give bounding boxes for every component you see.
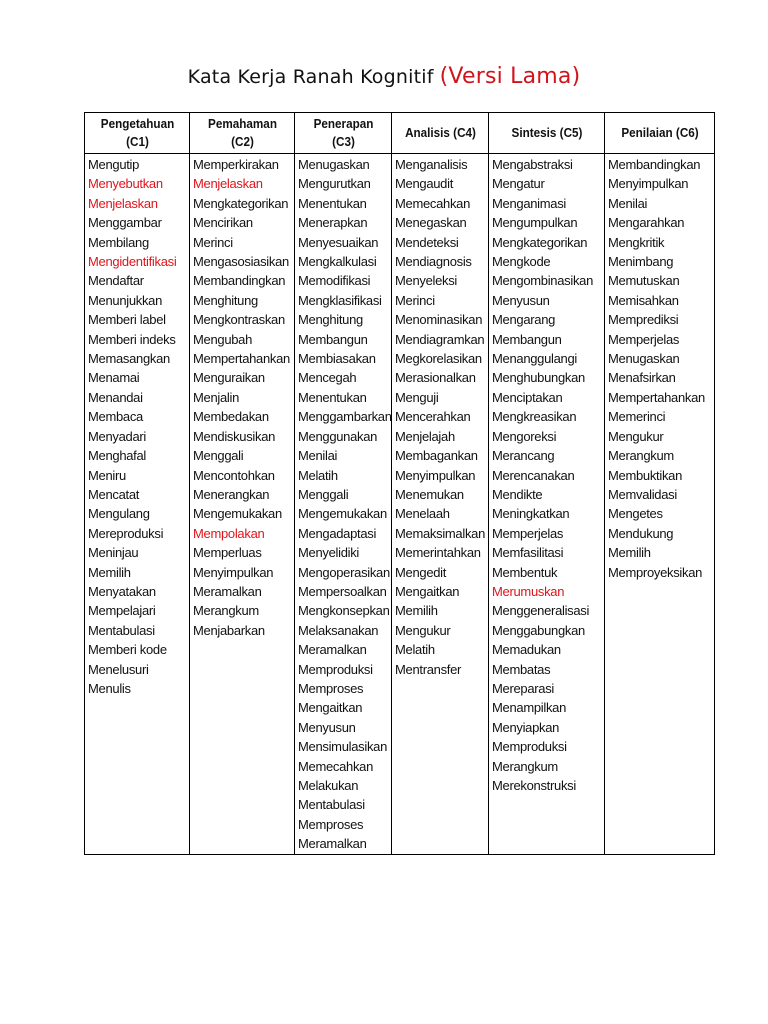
verb-item: Mengubah bbox=[193, 331, 253, 347]
column-header-line: (C3) bbox=[331, 134, 355, 149]
verb-item: Mempertahankan bbox=[608, 389, 705, 405]
verb-item: Mencegah bbox=[298, 370, 357, 386]
verb-item: Mendiskusikan bbox=[193, 428, 276, 444]
verb-item: Menyebutkan bbox=[88, 176, 163, 192]
column-header-line: Pengetahuan bbox=[100, 116, 174, 131]
verb-item: Membiasakan bbox=[298, 351, 376, 367]
verb-item: Membangun bbox=[298, 331, 368, 347]
column-header-line: Penerapan bbox=[313, 116, 373, 131]
verb-item: Memperluas bbox=[193, 545, 262, 561]
verb-item: Menghafal bbox=[88, 448, 147, 464]
verb-item: Membaca bbox=[88, 409, 143, 425]
column-cell bbox=[190, 154, 295, 855]
verb-item: Memilih bbox=[88, 564, 131, 580]
verb-item: Menggeneralisasi bbox=[492, 603, 590, 619]
verb-item: Memodifikasi bbox=[298, 273, 371, 289]
verb-item: Mereproduksi bbox=[88, 525, 164, 541]
verb-item: Mengkalkulasi bbox=[298, 254, 377, 270]
verb-item: Melatih bbox=[298, 467, 338, 483]
verb-item: Mengoperasikan bbox=[298, 564, 390, 580]
verb-item: Memproduksi bbox=[492, 739, 567, 755]
verb-item: Menerapkan bbox=[298, 215, 368, 231]
verb-item: Mengadaptasi bbox=[298, 525, 377, 541]
verb-item: Mengukur bbox=[608, 428, 664, 444]
column-header-line: Penilaian (C6) bbox=[620, 125, 699, 140]
verb-item: Mengkategorikan bbox=[193, 195, 289, 211]
verb-item: Meramalkan bbox=[298, 836, 367, 852]
verb-item: Menyusun bbox=[492, 292, 550, 308]
verb-item: Mendukung bbox=[608, 525, 674, 541]
verb-list bbox=[295, 155, 391, 854]
verb-item: Menominasikan bbox=[395, 312, 483, 328]
verb-item: Merancang bbox=[492, 448, 555, 464]
verb-item: Membagankan bbox=[395, 448, 478, 464]
verb-item: Mengkonsepkan bbox=[298, 603, 390, 619]
column-header bbox=[90, 113, 185, 154]
verb-item: Mempersoalkan bbox=[298, 583, 387, 599]
verb-item: Mengurutkan bbox=[298, 176, 371, 192]
verb-item: Mentabulasi bbox=[298, 797, 365, 813]
verb-item: Mengemukakan bbox=[298, 506, 387, 522]
verb-item: Meniru bbox=[88, 467, 126, 483]
verb-item: Memasangkan bbox=[88, 351, 170, 367]
verb-item: Menanggulangi bbox=[492, 351, 578, 367]
verb-item: Meramalkan bbox=[193, 583, 262, 599]
verb-item: Menghitung bbox=[298, 312, 363, 328]
column-cell bbox=[605, 154, 715, 855]
verb-item: Menyatakan bbox=[88, 583, 156, 599]
verb-item: Menjabarkan bbox=[193, 622, 265, 638]
verb-item: Mendiagnosis bbox=[395, 254, 472, 270]
header-row bbox=[85, 113, 715, 154]
column-header-line: Sintesis (C5) bbox=[511, 125, 582, 140]
verb-item: Memprediksi bbox=[608, 312, 679, 328]
verb-item: Memilih bbox=[395, 603, 438, 619]
verb-item: Memproses bbox=[298, 680, 364, 696]
verb-item: Mengidentifikasi bbox=[88, 254, 177, 270]
verb-list bbox=[489, 155, 604, 795]
verb-item: Mengoreksi bbox=[492, 428, 557, 444]
verb-item: Menghitung bbox=[193, 292, 258, 308]
verb-item: Melaksanakan bbox=[298, 622, 379, 638]
verb-item: Memperkirakan bbox=[193, 157, 279, 172]
verb-item: Mencatat bbox=[88, 486, 140, 502]
column-header bbox=[610, 113, 709, 154]
verb-item: Memberi kode bbox=[88, 642, 167, 658]
verb-item: Memberi label bbox=[88, 312, 166, 328]
verb-item: Menimbang bbox=[608, 254, 674, 270]
verb-item: Memecahkan bbox=[395, 195, 471, 211]
verb-item: Mengedit bbox=[395, 564, 447, 580]
verb-item: Menyeleksi bbox=[395, 273, 458, 289]
verb-item: Membandingkan bbox=[193, 273, 286, 289]
verb-item: Menentukan bbox=[298, 195, 367, 211]
verb-item: Memecahkan bbox=[298, 758, 374, 774]
verb-item: Menggambarkan bbox=[298, 409, 392, 425]
verb-item: Menganimasi bbox=[492, 195, 567, 211]
verb-item: Menyimpulkan bbox=[608, 176, 689, 192]
verb-item: Menemukan bbox=[395, 486, 464, 502]
verb-item: Memaksimalkan bbox=[395, 525, 486, 541]
verb-item: Memisahkan bbox=[608, 292, 679, 308]
verb-item: Mencerahkan bbox=[395, 409, 471, 425]
column-header-line: Pemahaman bbox=[207, 116, 277, 131]
verb-list bbox=[392, 155, 488, 679]
verb-item: Meramalkan bbox=[298, 642, 367, 658]
verb-item: Menilai bbox=[298, 448, 338, 464]
verb-item: Meningkatkan bbox=[492, 506, 570, 522]
verb-item: Mengkategorikan bbox=[492, 234, 588, 250]
column-cell bbox=[392, 154, 489, 855]
verb-item: Merangkum bbox=[193, 603, 259, 619]
column-header-line: (C2) bbox=[230, 134, 254, 149]
verb-item: Membatas bbox=[492, 661, 551, 677]
verb-item: Memerinci bbox=[608, 409, 666, 425]
verb-item: Memperjelas bbox=[492, 525, 564, 541]
verb-list bbox=[190, 155, 294, 640]
verb-item: Memproses bbox=[298, 816, 364, 832]
page-title bbox=[0, 64, 768, 89]
verb-item: Menelaah bbox=[395, 506, 450, 522]
verb-item: Menggali bbox=[298, 486, 349, 502]
verb-item: Menugaskan bbox=[298, 157, 370, 172]
verb-item: Menggali bbox=[193, 448, 244, 464]
verb-item: Mentabulasi bbox=[88, 622, 155, 638]
verb-item: Menegaskan bbox=[395, 215, 467, 231]
verb-item: Mengulang bbox=[88, 506, 150, 522]
verb-item: Meninjau bbox=[88, 545, 139, 561]
verb-item: Menyimpulkan bbox=[193, 564, 274, 580]
body-row bbox=[85, 154, 715, 855]
verb-item: Menggunakan bbox=[298, 428, 378, 444]
verb-item: Memperjelas bbox=[608, 331, 680, 347]
verb-item: Mempolakan bbox=[193, 525, 265, 541]
title-highlight: (Versi Lama) bbox=[439, 64, 581, 89]
verb-item: Merumuskan bbox=[492, 583, 565, 599]
column-header-line: Analisis (C4) bbox=[404, 125, 476, 140]
verb-item: Menelusuri bbox=[88, 661, 149, 677]
verb-item: Mereparasi bbox=[492, 680, 555, 696]
verb-item: Menggabungkan bbox=[492, 622, 585, 638]
verb-item: Menyusun bbox=[298, 719, 356, 735]
verb-item: Menilai bbox=[608, 195, 648, 211]
verb-item: Mengutip bbox=[88, 157, 140, 172]
verb-item: Menghubungkan bbox=[492, 370, 585, 386]
column-header-line: (C1) bbox=[125, 134, 149, 149]
verb-item: Merinci bbox=[395, 292, 435, 308]
verb-item: Mengukur bbox=[395, 622, 451, 638]
verb-item: Menyelidiki bbox=[298, 545, 360, 561]
verb-item: Membandingkan bbox=[608, 157, 701, 172]
verb-item: Mengkontraskan bbox=[193, 312, 285, 328]
verb-item: Menyimpulkan bbox=[395, 467, 476, 483]
verb-item: Mendiagramkan bbox=[395, 331, 485, 347]
verb-item: Menampilkan bbox=[492, 700, 567, 716]
verb-item: Menganalisis bbox=[395, 157, 468, 172]
verb-item: Mendaftar bbox=[88, 273, 144, 289]
verb-item: Membedakan bbox=[193, 409, 269, 425]
verb-item: Memilih bbox=[608, 545, 651, 561]
verb-item: Mengaudit bbox=[395, 176, 454, 192]
verb-item: Mentransfer bbox=[395, 661, 462, 677]
verb-item: Merasionalkan bbox=[395, 370, 476, 386]
verb-item: Memfasilitasi bbox=[492, 545, 564, 561]
verb-item: Menjelaskan bbox=[193, 176, 263, 192]
column-header bbox=[299, 113, 386, 154]
verb-item: Mempertahankan bbox=[193, 351, 290, 367]
verb-item: Mempelajari bbox=[88, 603, 156, 619]
column-cell bbox=[85, 154, 190, 855]
verb-item: Memproyeksikan bbox=[608, 564, 703, 580]
verb-item: Mengasosiasikan bbox=[193, 254, 289, 270]
verb-item: Mengarahkan bbox=[608, 215, 685, 231]
verb-list bbox=[605, 155, 714, 582]
verb-item: Menggambar bbox=[88, 215, 162, 231]
verb-item: Menunjukkan bbox=[88, 292, 163, 308]
verb-item: Menyiapkan bbox=[492, 719, 560, 735]
verb-item: Mengkreasikan bbox=[492, 409, 577, 425]
verb-item: Memutuskan bbox=[608, 273, 680, 289]
verb-item: Membilang bbox=[88, 234, 149, 250]
verb-item: Mengaitkan bbox=[298, 700, 363, 716]
verb-item: Membangun bbox=[492, 331, 562, 347]
verb-item: Mengumpulkan bbox=[492, 215, 578, 231]
verb-item: Menciptakan bbox=[492, 389, 563, 405]
verb-item: Mengombinasikan bbox=[492, 273, 594, 289]
verb-item: Megkorelasikan bbox=[395, 351, 482, 367]
verb-item: Memproduksi bbox=[298, 661, 373, 677]
column-header bbox=[195, 113, 290, 154]
verb-item: Mengaitkan bbox=[395, 583, 460, 599]
verb-item: Melatih bbox=[395, 642, 435, 658]
verb-table bbox=[84, 112, 715, 855]
verb-item: Mencirikan bbox=[193, 215, 253, 231]
verb-item: Menamai bbox=[88, 370, 140, 386]
verb-item: Mengarang bbox=[492, 312, 556, 328]
verb-item: Menulis bbox=[88, 680, 131, 696]
verb-item: Mengkode bbox=[492, 254, 551, 270]
verb-item: Mendikte bbox=[492, 486, 543, 502]
verb-item: Menjelaskan bbox=[88, 195, 158, 211]
verb-item: Memadukan bbox=[492, 642, 561, 658]
verb-list bbox=[85, 155, 189, 698]
verb-item: Mengklasifikasi bbox=[298, 292, 382, 308]
column-cell bbox=[489, 154, 605, 855]
column-header bbox=[396, 113, 483, 154]
verb-item: Menandai bbox=[88, 389, 143, 405]
verb-item: Memerintahkan bbox=[395, 545, 481, 561]
verb-item: Menyesuaikan bbox=[298, 234, 379, 250]
verb-item: Merekonstruksi bbox=[492, 778, 576, 793]
verb-item: Mengabstraksi bbox=[492, 157, 573, 172]
verb-item: Menguraikan bbox=[193, 370, 265, 386]
verb-item: Membentuk bbox=[492, 564, 558, 580]
verb-item: Membuktikan bbox=[608, 467, 683, 483]
verb-item: Mendeteksi bbox=[395, 234, 459, 250]
verb-item: Menjelajah bbox=[395, 428, 455, 444]
verb-item: Menerangkan bbox=[193, 486, 270, 502]
verb-item: Mengatur bbox=[492, 176, 545, 192]
verb-item: Melakukan bbox=[298, 778, 359, 793]
verb-item: Merencanakan bbox=[492, 467, 575, 483]
verb-item: Memvalidasi bbox=[608, 486, 677, 502]
verb-item: Mencontohkan bbox=[193, 467, 275, 483]
verb-item: Menugaskan bbox=[608, 351, 680, 367]
verb-item: Menentukan bbox=[298, 389, 367, 405]
verb-item: Merangkum bbox=[492, 758, 558, 774]
verb-item: Merinci bbox=[193, 234, 233, 250]
verb-item: Menguji bbox=[395, 389, 439, 405]
verb-item: Mensimulasikan bbox=[298, 739, 388, 755]
verb-item: Memberi indeks bbox=[88, 331, 176, 347]
verb-item: Merangkum bbox=[608, 448, 674, 464]
verb-item: Mengemukakan bbox=[193, 506, 282, 522]
verb-item: Menafsirkan bbox=[608, 370, 676, 386]
column-header bbox=[494, 113, 598, 154]
verb-item: Menjalin bbox=[193, 389, 240, 405]
title-main: Kata Kerja Ranah Kognitif bbox=[187, 66, 434, 88]
column-cell bbox=[295, 154, 392, 855]
verb-item: Mengkritik bbox=[608, 234, 665, 250]
verb-item: Mengetes bbox=[608, 506, 663, 522]
verb-item: Menyadari bbox=[88, 428, 146, 444]
